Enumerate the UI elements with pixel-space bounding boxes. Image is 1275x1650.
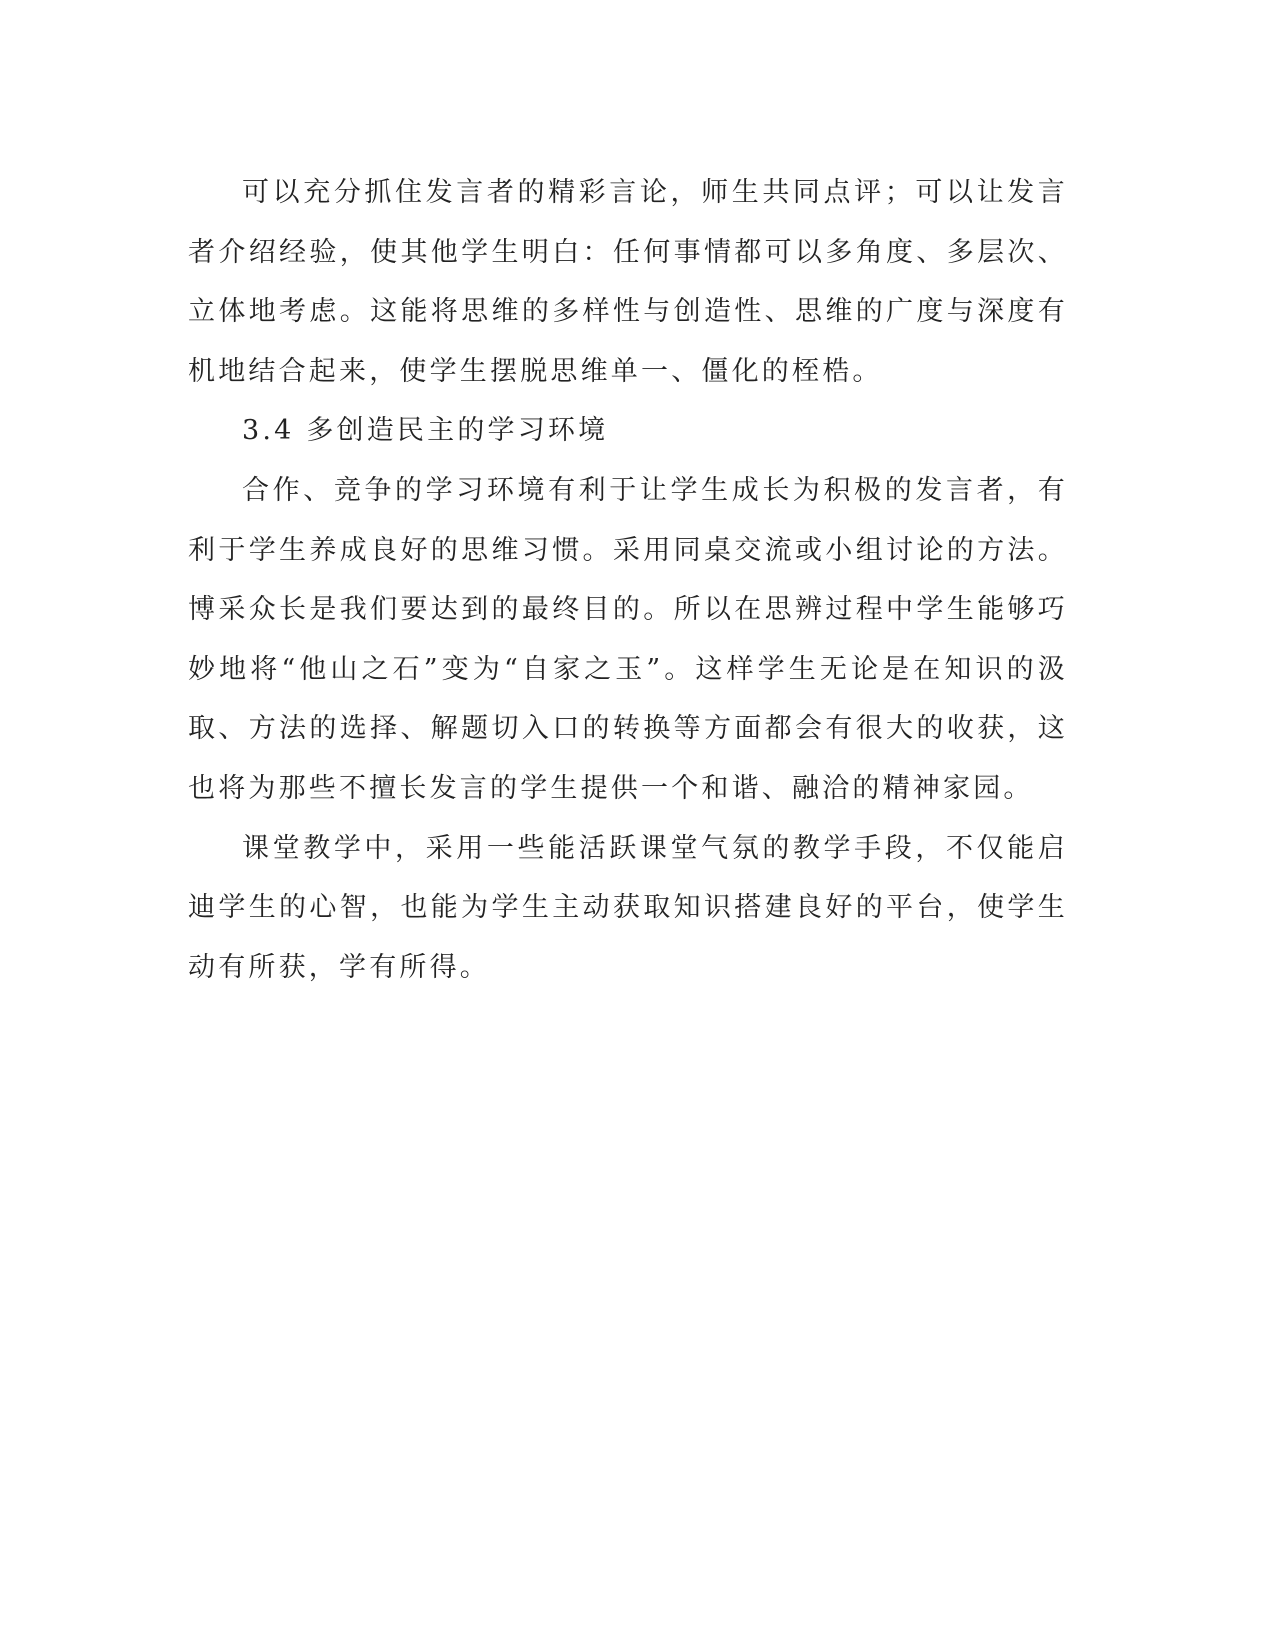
section-heading-3-4: 3.4 多创造民主的学习环境 [242,415,609,447]
paragraph-1: 可以充分抓住发言者的精彩言论，师生共同点评；可以让发言者介绍经验，使其他学生明白：任何事情都可以多角度、多层次、立体地考虑。这能将思维的多样性与创造性、思维的广度与深度有机地结合起来，使学生摆脱思维单一、僵化的桎梏。 [188,177,1068,387]
paragraph-2: 合作、竞争的学习环境有利于让学生成长为积极的发言者，有利于学生养成良好的思维习惯。采用同桌交流或小组讨论的方法。博采众长是我们要达到的最终目的。所以在思辨过程中学生能够巧妙地将“他山之石”变为“自家之玉”。这样学生无论是在知识的汲取、方法的选择、解题切入口的转换等方面都会有很大的收获，这也将为那些不擅长发言的学生提供一个和谐、融洽的精神家园。 [188,474,1068,804]
paragraph-3: 课堂教学中，采用一些能活跃课堂气氛的教学手段，不仅能启迪学生的心智，也能为学生主动获取知识搭建良好的平台，使学生动有所获，学有所得。 [188,832,1068,983]
document-body [188,163,1068,997]
